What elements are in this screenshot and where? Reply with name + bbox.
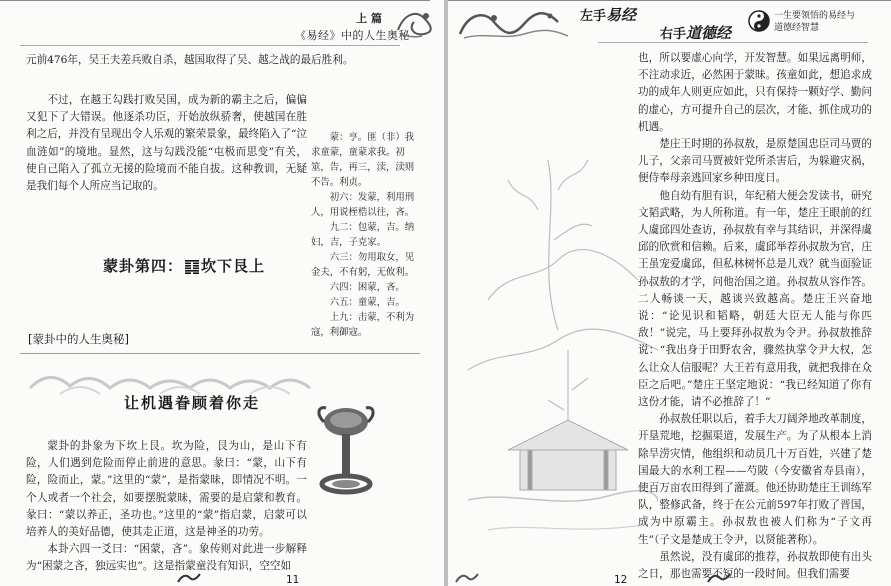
- page-number: 12: [614, 574, 628, 586]
- top-text-block: [26, 52, 420, 69]
- title1-calligraphy: 易经: [606, 6, 637, 24]
- ink-landscape-illustration: [468, 150, 658, 550]
- dragon-ornament-icon: [394, 6, 438, 40]
- side-entry: 九二：包蒙，吉。纳妇，吉，子克家。: [311, 222, 415, 248]
- paragraph: 不过，在越王勾践打败吴国，成为新的霸主之后，偏偏又犯下了大错误。他逐杀功臣，开始放纵骄奢，使越国在胜利之后，并没有呈现出令人乐观的繁荣景象，最终陷入了“泣血涟如”的境地。显然，这与勾践没能“屯极而思变”有关，使自己陷入了孤立无援的险境而不能自拔。这种教训，无疑是我们每个人所应当记取的。: [26, 94, 307, 193]
- side-entry: 上九：击蒙，不利为寇，利御寇。: [311, 312, 415, 338]
- swirl-ornament-icon: [454, 572, 480, 584]
- bottom-text-block: [26, 438, 307, 576]
- side-entry: 六四：困蒙，吝。: [329, 282, 405, 293]
- title2-calligraphy: 道德经: [686, 24, 732, 42]
- title1-prefix: 左手: [580, 9, 607, 24]
- header-rule: [20, 45, 400, 46]
- swirl-ornament-icon: [706, 572, 732, 584]
- right-page: [448, 0, 891, 586]
- series-title-line-2: [660, 22, 731, 43]
- yin-yang-icon: [748, 10, 770, 32]
- header-top-line: [0, 0, 430, 1]
- slogan-line-2: 道德经智慧: [774, 23, 820, 33]
- side-entry: 初六：发蒙，利用刑人，用说桎梏以往，吝。: [311, 192, 415, 218]
- subsection-title: 让机遇眷顾着你走: [124, 394, 261, 412]
- page-number: 11: [286, 574, 300, 586]
- section-rule: [20, 353, 420, 354]
- side-entry: 蒙：亨。匪（非）我求童蒙，童蒙求我。初筮，告，再三，渎，渎则不告。利贞。: [311, 132, 415, 188]
- paragraph: 本卦六四一爻曰：“困蒙，吝”。象传则对此进一步解释为“困蒙之吝，独远实也”。这是指蒙童没有知识，空空如: [26, 543, 307, 573]
- right-text-block: [638, 50, 872, 583]
- section-label: [蒙卦中的人生奥秘]: [28, 332, 129, 346]
- paragraph: 孙叔敖任职以后，着手大刀阔斧地改革制度，开垦荒地，挖掘渠道，发展生产。为了从根本上消除旱涝灾情，他组织和动员几十万百姓，兴建了楚国最大的水利工程——芍陂（今安徽省寿县南），使百万亩农田得到了灌溉。他还协助楚庄王训练军队，整修武备，终于在公元前597年打败了晋国，成为中原霸主。孙叔敖也被人们称为“子文再生”（子文是楚成王令尹，以贤能著称）。: [638, 413, 872, 546]
- slogan-line-1: 一生要领悟的易经与: [774, 11, 856, 21]
- header-book-title: 《易经》中的人生奥秘: [295, 29, 410, 42]
- side-entry: 六三：勿用取女，见金夫，不有躬，无攸利。: [311, 252, 415, 278]
- hexagram-icon: [185, 260, 199, 274]
- paragraph: 楚庄王时期的孙叔敖，是原楚国忠臣司马贾的儿子，父亲司马贾被奸党所杀害后，为躲避灾祸，便侍奉母亲逃回家乡种田度日。: [638, 138, 872, 185]
- header-top-line: [448, 0, 891, 1]
- paragraph: 虽然说，没有虞邱的推荐，孙叔敖即使有出头之日，那也需要不短的一段时间。但我们需要: [638, 550, 872, 581]
- hexagram-text-column: [311, 130, 423, 340]
- paragraph: 蒙卦的卦象为下坎上艮。坎为险，艮为山，是山下有险，人们遇到危险而停止前进的意思。彖曰：“蒙，山下有险，险而止，蒙。”这里的“蒙”，是指蒙昧，即情况不明。一个人或者一个社会，如要摆脱蒙昧，需要的是启蒙和教育。彖曰：“蒙以养正，圣功也。”这里的“蒙”指启蒙，启蒙可以培养人的美好品德，使其走正道，这是神圣的功劳。: [26, 440, 307, 539]
- header-rule: [598, 42, 868, 43]
- side-entry: 六五：童蒙，吉。: [329, 297, 405, 308]
- chapter-title: [103, 255, 265, 276]
- series-title-line-1: [580, 4, 636, 25]
- dragon-ornament-icon: [454, 4, 574, 44]
- chapter-title-prefix: 蒙卦第四：: [103, 257, 184, 275]
- series-slogan: [774, 10, 855, 34]
- left-page: [0, 0, 444, 586]
- title2-prefix: 右手: [660, 27, 687, 42]
- top-text-block-2: [26, 92, 307, 195]
- paragraph: 他自幼有胆有识，年纪稍大便会发读书，研究文韬武略，为人所称道。有一年，楚庄王眼前的红人虞邱四处查访，孙叔敖有幸与其结识，并深得虞邱的欣赏和信赖。后来，虞邱举荐孙叔敖为官，庄王虽宠爱虞邱，但私林树怀总是儿戏？就当面验证孙叔敖的才学，问他治国之道。孙叔敖从容作答。二人畅谈一天，越谈兴致越高。楚庄王兴奋地说：“论见识和韬略，朝廷大臣无人能与你匹敌！”说完，马上要拜孙叔敖为令尹。孙叔敖推辞说：“我出身于田野农舍，骤然执掌令尹大权，怎么让众人信服呢？大王若有意用我，就把我排在众臣之后吧。”楚庄王坚定地说：“我已经知道了你有这份才能，请不必推辞了！”: [638, 189, 872, 409]
- bronze-vessel-illustration: [314, 400, 378, 500]
- header-part: 上 篇: [356, 12, 382, 25]
- paragraph: 也，所以要虚心向学，开发智慧。如果远离明师，不注动求近，必然困于蒙昧。孩童如此，想追求成功的成年人则更应如此，只有保持一颗好学、勤问的虚心，方可提升自己的层次，才能、抓住成功的机遇。: [638, 52, 872, 133]
- paragraph: 元前476年，吴王夫差兵败自杀，越国取得了吴、越之战的最后胜利。: [26, 54, 354, 66]
- chapter-title-suffix: 坎下艮上: [201, 257, 266, 275]
- swirl-ornament-icon: [176, 572, 202, 584]
